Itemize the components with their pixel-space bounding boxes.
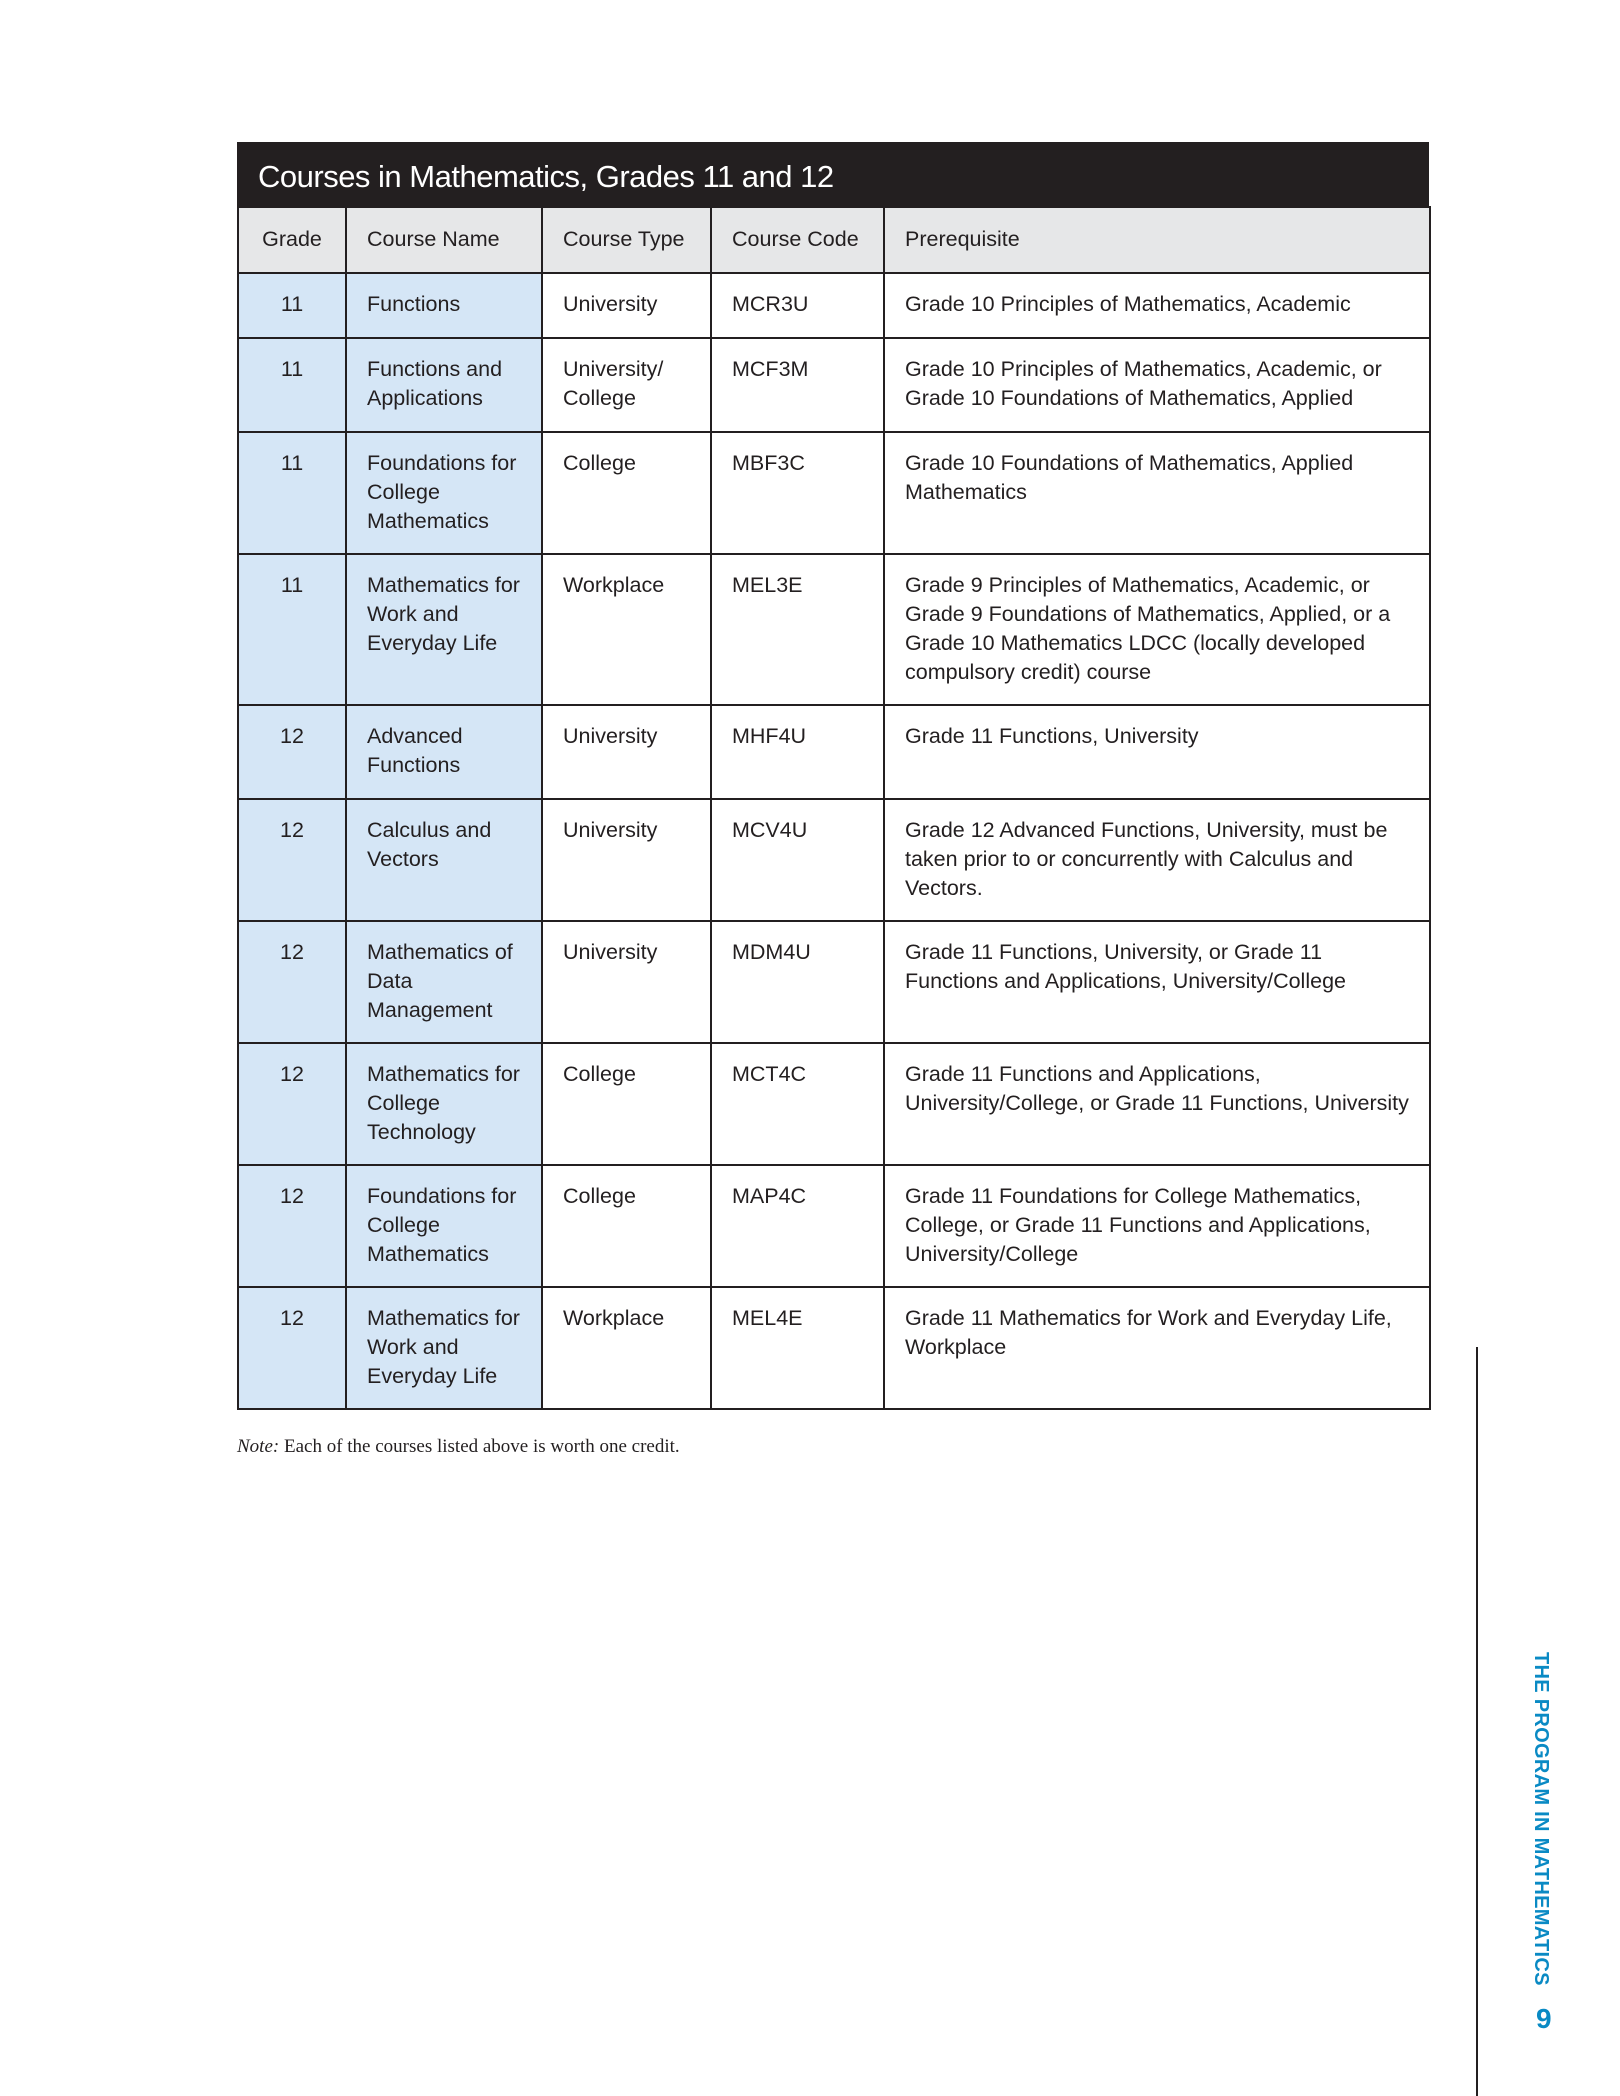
cell-course-type: University: [542, 921, 711, 1043]
note-label: Note:: [237, 1436, 280, 1457]
cell-course-type: Workplace: [542, 554, 711, 705]
cell-prerequisite: Grade 10 Foundations of Mathematics, Applied Mathematics: [884, 432, 1430, 554]
note-text: Each of the courses listed above is worth one credit.: [279, 1436, 680, 1457]
table-row: [238, 338, 1430, 432]
table-row: [238, 799, 1430, 921]
cell-course-code: MEL3E: [711, 554, 884, 705]
cell-course-code: MEL4E: [711, 1287, 884, 1409]
table-row: [238, 1287, 1430, 1409]
cell-course-name: Foundations for College Mathematics: [346, 432, 542, 554]
cell-course-type: University: [542, 799, 711, 921]
cell-course-code: MCT4C: [711, 1043, 884, 1165]
cell-grade: 12: [238, 799, 346, 921]
cell-course-name: Mathematics for Work and Everyday Life: [346, 1287, 542, 1409]
cell-course-type: Workplace: [542, 1287, 711, 1409]
cell-grade: 11: [238, 273, 346, 338]
cell-course-name: Foundations for College Mathematics: [346, 1165, 542, 1287]
cell-grade: 11: [238, 554, 346, 705]
header-prerequisite: Prerequisite: [884, 207, 1430, 273]
cell-course-type: University: [542, 273, 711, 338]
cell-prerequisite: Grade 11 Functions, University, or Grade 11 Functions and Applications, University/College: [884, 921, 1430, 1043]
cell-course-name: Functions and Applications: [346, 338, 542, 432]
cell-course-name: Mathematics for College Technology: [346, 1043, 542, 1165]
table-row: [238, 554, 1430, 705]
table-row: [238, 921, 1430, 1043]
table-row: [238, 432, 1430, 554]
cell-course-code: MHF4U: [711, 705, 884, 799]
cell-course-name: Calculus and Vectors: [346, 799, 542, 921]
table-row: [238, 705, 1430, 799]
header-course-name: Course Name: [346, 207, 542, 273]
cell-prerequisite: Grade 11 Foundations for College Mathematics, College, or Grade 11 Functions and Applications, University/College: [884, 1165, 1430, 1287]
cell-course-type: College: [542, 1043, 711, 1165]
cell-course-code: MCF3M: [711, 338, 884, 432]
cell-course-name: Functions: [346, 273, 542, 338]
table-header-row: [238, 207, 1430, 273]
header-course-code: Course Code: [711, 207, 884, 273]
cell-grade: 11: [238, 338, 346, 432]
courses-table-container: [237, 142, 1429, 1410]
cell-course-type: University: [542, 705, 711, 799]
header-grade: Grade: [238, 207, 346, 273]
courses-table: [237, 206, 1431, 1410]
cell-grade: 12: [238, 1043, 346, 1165]
cell-grade: 12: [238, 1287, 346, 1409]
cell-course-type: College: [542, 432, 711, 554]
table-row: [238, 273, 1430, 338]
cell-course-code: MCV4U: [711, 799, 884, 921]
cell-grade: 12: [238, 1165, 346, 1287]
cell-course-code: MAP4C: [711, 1165, 884, 1287]
cell-prerequisite: Grade 11 Mathematics for Work and Everyday Life, Workplace: [884, 1287, 1430, 1409]
side-divider: [1476, 1347, 1478, 2096]
cell-course-code: MCR3U: [711, 273, 884, 338]
cell-course-name: Advanced Functions: [346, 705, 542, 799]
cell-grade: 12: [238, 705, 346, 799]
table-title: Courses in Mathematics, Grades 11 and 12: [237, 142, 1429, 206]
cell-prerequisite: Grade 11 Functions, University: [884, 705, 1430, 799]
cell-grade: 11: [238, 432, 346, 554]
cell-prerequisite: Grade 10 Principles of Mathematics, Academic: [884, 273, 1430, 338]
cell-prerequisite: Grade 11 Functions and Applications, University/College, or Grade 11 Functions, University: [884, 1043, 1430, 1165]
cell-prerequisite: Grade 10 Principles of Mathematics, Academic, or Grade 10 Foundations of Mathematics, Applied: [884, 338, 1430, 432]
header-course-type: Course Type: [542, 207, 711, 273]
table-row: [238, 1043, 1430, 1165]
cell-grade: 12: [238, 921, 346, 1043]
page-number: 9: [1536, 2003, 1552, 2034]
cell-course-name: Mathematics for Work and Everyday Life: [346, 554, 542, 705]
cell-course-type: University/ College: [542, 338, 711, 432]
cell-prerequisite: Grade 9 Principles of Mathematics, Academic, or Grade 9 Foundations of Mathematics, Applied, or a Grade 10 Mathematics LDCC (locally developed compulsory credit) course: [884, 554, 1430, 705]
table-row: [238, 1165, 1430, 1287]
section-title: THE PROGRAM IN MATHEMATICS: [1530, 1652, 1552, 1986]
table-note: [237, 1436, 680, 1458]
cell-course-code: MDM4U: [711, 921, 884, 1043]
cell-course-type: College: [542, 1165, 711, 1287]
cell-course-code: MBF3C: [711, 432, 884, 554]
cell-course-name: Mathematics of Data Management: [346, 921, 542, 1043]
cell-prerequisite: Grade 12 Advanced Functions, University, must be taken prior to or concurrently with Calculus and Vectors.: [884, 799, 1430, 921]
